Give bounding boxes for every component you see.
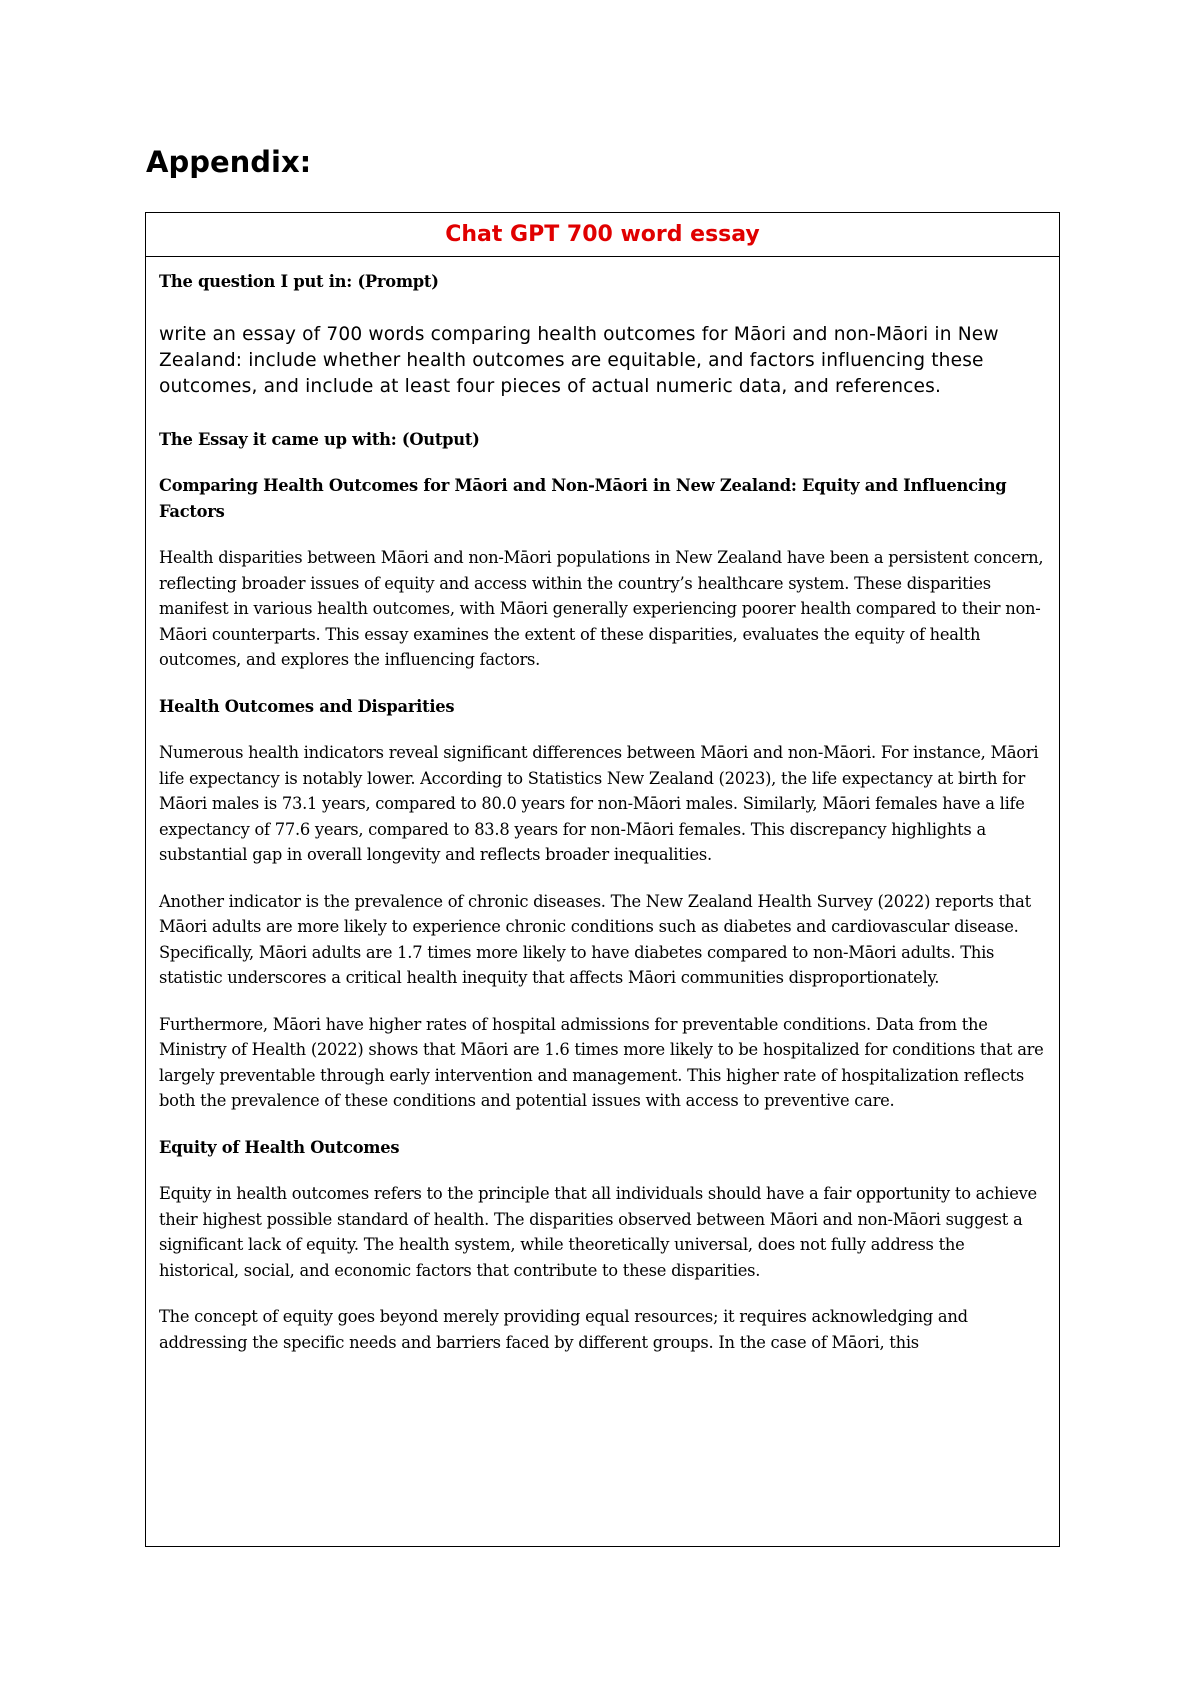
prompt-label: The question I put in: (Prompt)	[159, 272, 439, 291]
page-heading: Appendix:	[146, 145, 312, 179]
essay-title: Comparing Health Outcomes for Māori and Non-Māori in New Zealand: Equity and Influencing Factors	[159, 476, 1007, 521]
output-label: The Essay it came up with: (Output)	[159, 429, 480, 449]
essay-paragraph: Numerous health indicators reveal significant differences between Māori and non-Māori. For instance, Māori life expectancy is notably lower. According to Statistics New Zealand (2023), the life expectancy at birth for Māori males is 73.1 years, compared to 80.0 years for non-Māori males. Similarly, Māori females have a life expectancy of 77.6 years, compared to 83.8 years for non-Māori females. This discrepancy highlights a substantial gap in overall longevity and reflects broader inequalities.	[159, 743, 1039, 864]
section-heading-equity: Equity of Health Outcomes	[159, 1137, 400, 1157]
essay-paragraph: Equity in health outcomes refers to the principle that all individuals should have a fair opportunity to achieve their highest possible standard of health. The disparities observed between Māori and non-Māori suggest a significant lack of equity. The health system, while theoretically universal, does not fully address the historical, social, and economic factors that contribute to these disparities.	[159, 1184, 1037, 1280]
essay-intro-paragraph: Health disparities between Māori and non-Māori populations in New Zealand have been a persistent concern, reflecting broader issues of equity and access within the country’s healthcare system. These disparities manifest in various health outcomes, with Māori generally experiencing poorer health compared to their non-Māori counterparts. This essay examines the extent of these disparities, evaluates the equity of health outcomes, and explores the influencing factors.	[159, 548, 1044, 669]
table-title: Chat GPT 700 word essay	[146, 213, 1059, 257]
essay-paragraph: Another indicator is the prevalence of chronic diseases. The New Zealand Health Survey (2022) reports that Māori adults are more likely to experience chronic conditions such as diabetes and cardiovascular disease. Specifically, Māori adults are 1.7 times more likely to have diabetes compared to non-Māori adults. This statistic underscores a critical health inequity that affects Māori communities disproportionately.	[159, 891, 1031, 987]
section-heading-outcomes: Health Outcomes and Disparities	[159, 696, 455, 716]
essay-table	[145, 212, 1060, 1547]
essay-paragraph: Furthermore, Māori have higher rates of hospital admissions for preventable conditions. Data from the Ministry of Health (2022) shows that Māori are 1.6 times more likely to be hospitalized for conditions that are largely preventable through early intervention and management. This higher rate of hospitalization reflects both the prevalence of these conditions and potential issues with access to preventive care.	[159, 1014, 1044, 1110]
prompt-text: write an essay of 700 words comparing health outcomes for Māori and non-Māori in New Zealand: include whether health outcomes are equitable, and factors influencing these outcomes, and include at least four pieces of actual numeric data, and references.	[159, 323, 999, 397]
essay-paragraph: The concept of equity goes beyond merely providing equal resources; it requires acknowledging and addressing the specific needs and barriers faced by different groups. In the case of Māori, this	[159, 1307, 968, 1352]
table-body	[146, 257, 1059, 1355]
